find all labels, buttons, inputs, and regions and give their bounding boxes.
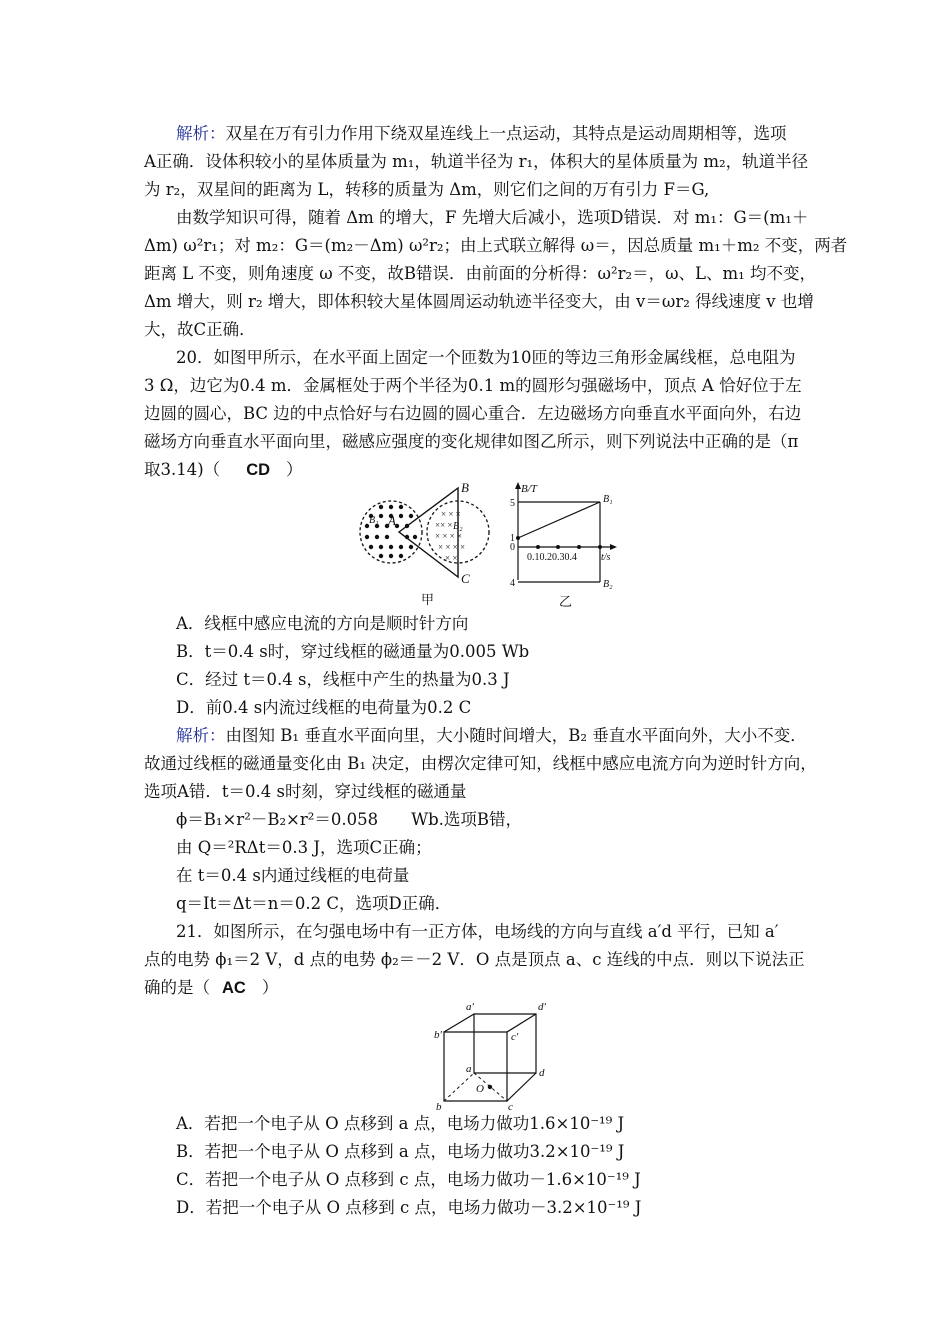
q20-solution-line-6: 在 t＝0.4 s内通过线框的电荷量: [176, 866, 410, 885]
q20-solution-line-4: ϕ＝B₁×r²－B₂×r²＝0.058 Wb.选项B错，: [176, 810, 523, 829]
q21-text: 确的是（: [144, 978, 210, 997]
q21-option-c: C．若把一个电子从 O 点移到 c 点，电场力做功－1.6×10⁻¹⁹ J: [176, 1170, 641, 1189]
solution-line-8: 大，故C正确．: [144, 320, 256, 339]
q21-bracket: ）: [261, 978, 279, 997]
vertex-c1: c′: [511, 1031, 519, 1043]
q20-line-2: 3 Ω，边它为0.4 m．金属框处于两个半径为0.1 m的圆形匀强磁场中，顶点 A 恰好位于左: [144, 376, 802, 395]
vertex-b1: b′: [434, 1029, 442, 1041]
svg-text:× × ×: × × ×: [441, 509, 461, 519]
y-tick-5: 5: [510, 498, 515, 509]
q20-text: 取3.14)（: [144, 460, 221, 479]
point-O: O: [476, 1083, 484, 1095]
solution-line-6: 距离 L 不变，则角速度 ω 不变，故B错误．由前面的分析得：ω²r₂＝，ω、L、m₁ 均不变，: [144, 264, 817, 283]
B1-line: [518, 502, 600, 538]
q21-option-a: A．若把一个电子从 O 点移到 a 点，电场力做功1.6×10⁻¹⁹ J: [176, 1114, 625, 1133]
vertex-d1: d′: [538, 1001, 546, 1013]
caption-jia: 甲: [421, 592, 435, 607]
label-B1: B₁: [369, 515, 379, 526]
label-B: B: [461, 480, 469, 495]
q20-option-d: D．前0.4 s内流过线框的电荷量为0.2 C: [176, 698, 472, 717]
q20-line-4: 磁场方向垂直水平面向里，磁感应强度的变化规律如图乙所示，则下列说法中正确的是（π: [144, 432, 799, 451]
q20-answer: CD: [246, 461, 271, 479]
q20-line-1: 20．如图甲所示，在水平面上固定一个匝数为10匝的等边三角形金属线框，总电阻为: [176, 348, 796, 367]
q20-solution-line-5: 由 Q＝²RΔt＝0.3 J，选项C正确；: [176, 838, 432, 857]
solution-line-2: A正确．设体积较小的星体质量为 m₁，轨道半径为 r₁，体积大的星体质量为 m₂，轨道半径: [144, 152, 809, 171]
q20-line-5: [144, 460, 303, 480]
solution-line-4: 由数学知识可得，随着 Δm 的增大，F 先增大后减小，选项D错误．对 m₁：G＝(m₁＋: [176, 208, 809, 227]
solution-line-5: Δm) ω²r₁；对 m₂：G＝(m₂－Δm) ω²r₂；由上式联立解得 ω＝，因总质量 m₁＋m₂ 不变，两者: [144, 236, 848, 255]
q21-option-d: D．若把一个电子从 O 点移到 c 点，电场力做功－3.2×10⁻¹⁹ J: [176, 1198, 642, 1217]
solution-text: 双星在万有引力作用下绕双星连线上一点运动，其特点是运动周期相等，选项: [225, 124, 787, 143]
solution-line-1: [176, 124, 787, 144]
x-axis-title: t/s: [601, 552, 611, 563]
svg-text:× × × ×: × × × ×: [435, 531, 463, 541]
label-line-B2: B₂: [603, 579, 613, 590]
caption-yi: 乙: [559, 594, 573, 609]
q20-option-b: B．t＝0.4 s时，穿过线框的磁通量为0.005 Wb: [176, 642, 530, 661]
figure-yi: [505, 480, 630, 615]
vertex-d: d: [539, 1067, 545, 1079]
q21-answer: AC: [222, 979, 246, 997]
vertex-a: a: [466, 1063, 472, 1075]
solution-line-7: Δm 增大，则 r₂ 增大，即体积较大星体圆周运动轨迹半径变大，由 v＝ωr₂ 得线速度 v 也增: [144, 292, 814, 311]
q20-solution-line-7: q＝It＝Δt＝n＝0.2 C，选项D正确．: [176, 894, 452, 913]
q20-solution-line-3: 选项A错．t＝0.4 s时刻，穿过线框的磁通量: [144, 782, 467, 801]
svg-text:×× ×: ×× ×: [435, 520, 453, 530]
q20-bracket: ）: [286, 460, 303, 479]
q20-solution-line-2: 故通过线框的磁通量变化由 B₁ 决定，由楞次定律可知，线框中感应电流方向为逆时针方向，: [144, 754, 817, 773]
vertex-b: b: [436, 1101, 442, 1112]
y-axis-title: B/T: [521, 483, 537, 495]
figure-cube: [432, 1000, 557, 1112]
y-tick-1: 1: [510, 533, 515, 544]
svg-text:× ×: × ×: [445, 553, 458, 563]
x-ticks: 0.10.20.30.4: [527, 552, 577, 563]
q20-option-c: C．经过 t＝0.4 s，线框中产生的热量为0.3 J: [176, 670, 510, 689]
y-tick-0: 0: [510, 542, 515, 553]
vertex-a1: a′: [466, 1001, 474, 1013]
vertex-c: c: [508, 1101, 513, 1112]
label-line-B1: B₁: [603, 494, 613, 505]
q20-option-a: A．线框中感应电流的方向是顺时针方向: [176, 614, 469, 633]
figure-jia: [355, 480, 495, 610]
q20-solution-line-1: [176, 726, 807, 746]
field-crosses: [435, 509, 465, 563]
label-A: A: [388, 513, 396, 528]
q20-solution-text: 由图知 B₁ 垂直水平面向里，大小随时间增大，B₂ 垂直水平面向外，大小不变．: [225, 726, 807, 745]
svg-text:× × × ×: × × × ×: [438, 542, 466, 552]
q21-option-b: B．若把一个电子从 O 点移到 a 点，电场力做功3.2×10⁻¹⁹ J: [176, 1142, 625, 1161]
q20-solution-label: 解析：: [176, 726, 226, 745]
q21-line-3: [144, 978, 278, 998]
label-B2: B₂: [453, 521, 463, 532]
label-C: C: [461, 571, 470, 586]
solution-line-3: 为 r₂，双星间的距离为 L，转移的质量为 Δm，则它们之间的万有引力 F＝G,: [144, 180, 710, 199]
q21-line-1: 21．如图所示，在匀强电场中有一正方体，电场线的方向与直线 a′d 平行，已知 a′: [176, 922, 779, 941]
y-tick-4: 4: [510, 578, 515, 589]
q20-line-3: 边圆的圆心，BC 边的中点恰好与右边圆的圆心重合．左边磁场方向垂直水平面向外，右边: [144, 404, 802, 423]
q21-line-2: 点的电势 ϕ₁＝2 V，d 点的电势 ϕ₂＝－2 V．O 点是顶点 a、c 连线的中点．则以下说法正: [144, 950, 805, 969]
solution-label: 解析：: [176, 124, 226, 143]
